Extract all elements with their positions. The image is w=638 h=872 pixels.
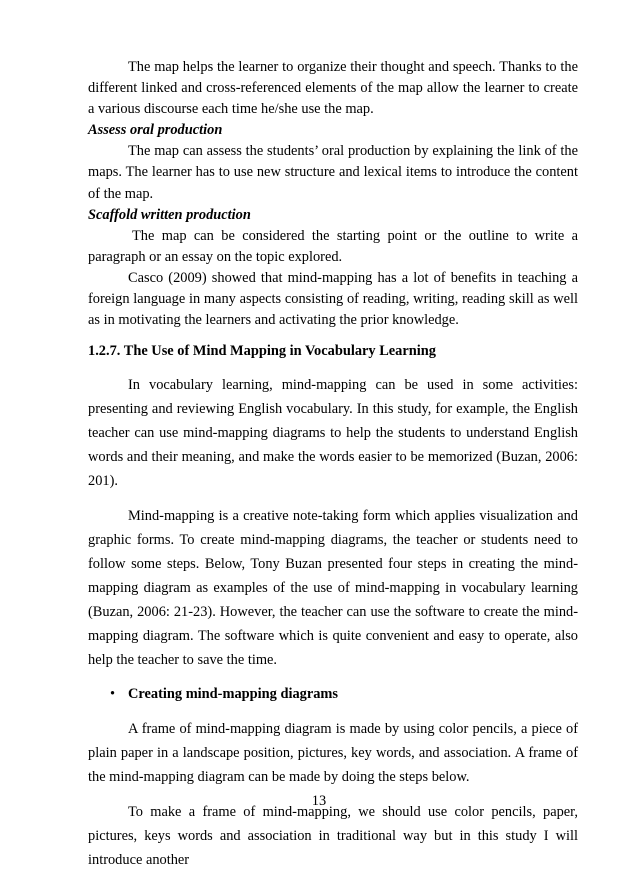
paragraph-mind-mapping-creative: Mind-mapping is a creative note-taking form which applies visualization and graphic forms. To create mind-mapping diagrams, the teacher or students need to follow some steps. Below, Tony Buzan presented four steps in creating the mind-mapping diagram as examples of the use of mind-mapping in vocabulary learning (Buzan, 2006: 21-23). However, the teacher can use the software to create the mind-mapping diagram. The software which is quite convenient and easy to operate, also help the teacher to save the time. xyxy=(88,508,578,669)
paragraph-assess-oral: The map can assess the students’ oral production by explaining the link of the maps. The learner has to use new structure and lexical items to introduce the content of the map. xyxy=(88,143,578,202)
paragraph-frame-of-diagram: A frame of mind-mapping diagram is made by using color pencils, a piece of plain paper in a landscape position, pictures, key words, and association. A frame of the mind-mapping diagram can be made by doing the steps below. xyxy=(88,721,578,786)
bullet-item xyxy=(88,684,578,705)
page-number: 13 xyxy=(311,793,327,809)
document-page xyxy=(88,57,578,872)
paragraph-vocabulary-learning: In vocabulary learning, mind-mapping can be used in some activities: presenting and reviewing English vocabulary. In this study, for example, the English teacher can use mind-mapping diagrams to help the students to understand English words and their meaning, and make the words easier to be memorized (Buzan, 2006: 201). xyxy=(88,377,578,490)
bullet-title: Creating mind-mapping diagrams xyxy=(128,686,339,703)
subheading-assess-oral-production: Assess oral production xyxy=(88,122,223,139)
subheading-scaffold-written-production: Scaffold written production xyxy=(88,206,251,223)
paragraph-make-frame: To make a frame of mind-mapping, we should use color pencils, paper, pictures, keys words and association in traditional way but in this study I will introduce another xyxy=(88,804,578,869)
section-heading: 1.2.7. The Use of Mind Mapping in Vocabulary Learning xyxy=(88,343,436,360)
paragraph-casco: Casco (2009) showed that mind-mapping has a lot of benefits in teaching a foreign language in many aspects consisting of reading, writing, reading skill as well as in motivating the learners and activating the prior knowledge. xyxy=(88,269,578,329)
paragraph-scaffold-written: The map can be considered the starting point or the outline to write a paragraph or an essay on the topic explored. xyxy=(88,227,578,265)
paragraph-map-helps: The map helps the learner to organize their thought and speech. Thanks to the different linked and cross-referenced elements of the map allow the learner to create a various discourse each time he/she use the map. xyxy=(88,59,578,118)
bullet-icon: • xyxy=(110,686,116,703)
